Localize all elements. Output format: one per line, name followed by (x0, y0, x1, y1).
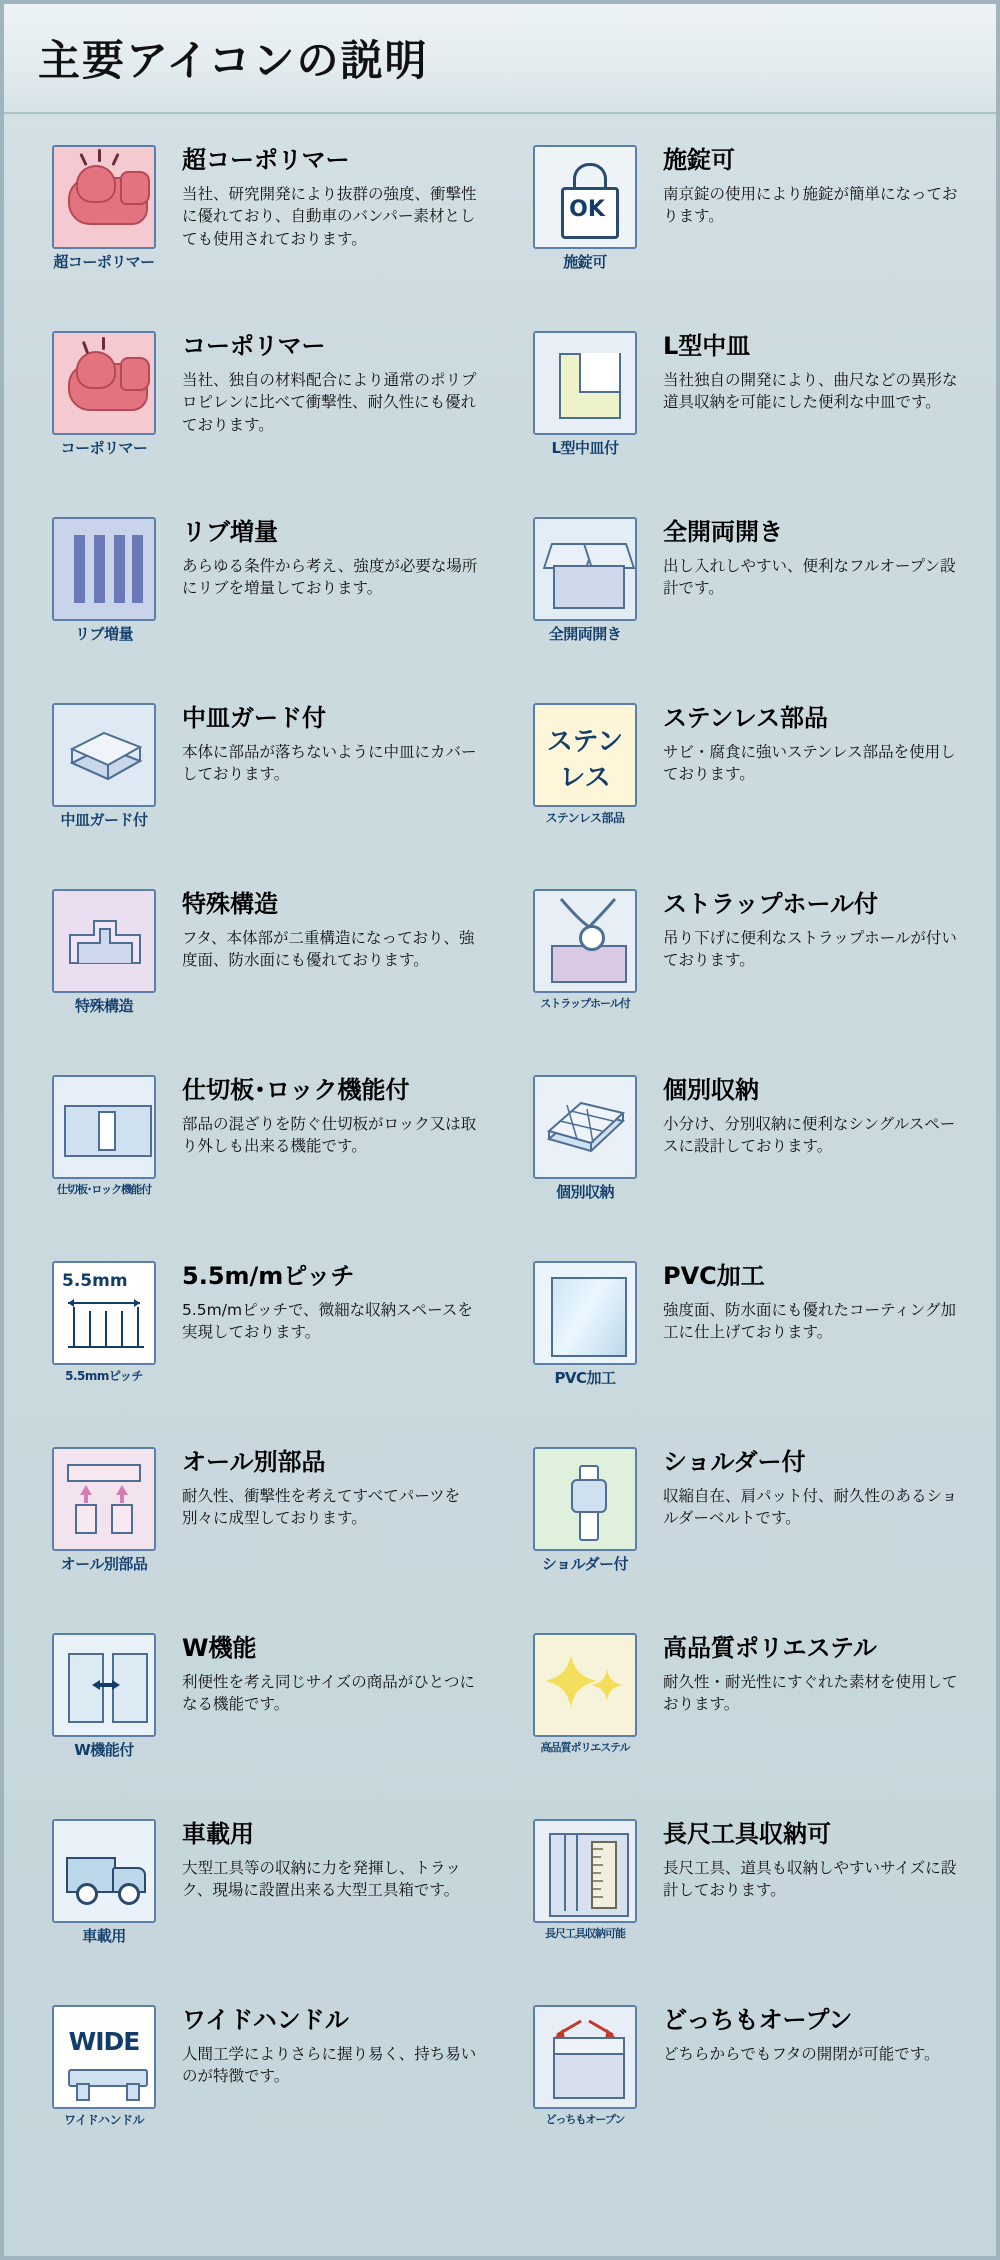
feature-item-pvc (503, 1252, 978, 1438)
w-arrow-drawing (54, 1635, 154, 1735)
feature-description: 本体に部品が落ちないように中皿にカバーしております。 (182, 742, 477, 784)
icon-caption: ワイドハンドル (64, 2113, 144, 2127)
feature-title: 高品質ポリエステル (663, 1634, 877, 1662)
feature-description: 当社、研究開発により抜群の強度、衝撃性に優れており、自動車のバンパー素材としても使用されております。 (182, 184, 477, 248)
inner-tray-guard-icon (52, 703, 156, 807)
tray-guard-drawing (54, 705, 154, 805)
icon-column (38, 145, 170, 271)
icon-column (38, 1819, 170, 1945)
feature-title: ステンレス部品 (663, 704, 828, 732)
both-side-open-icon (533, 2005, 637, 2109)
feature-description: 出し入れしやすい、便利なフルオープン設計です。 (663, 556, 956, 598)
feature-title: 特殊構造 (182, 890, 278, 918)
text-column (170, 2005, 487, 2088)
icon-column (519, 703, 651, 825)
w-function-icon (52, 1633, 156, 1737)
feature-title: 超コーポリマー (182, 146, 350, 174)
feature-title: ストラップホール付 (663, 890, 879, 918)
page-title-bar (4, 4, 996, 114)
text-column (651, 1819, 968, 1902)
icon-column (519, 145, 651, 271)
feature-description: 長尺工具、道具も収納しやすいサイズに設計しております。 (663, 1858, 957, 1900)
icon-column (519, 517, 651, 643)
feature-description: サビ・腐食に強いステンレス部品を使用しております。 (663, 742, 956, 784)
rib-reinforced-icon (52, 517, 156, 621)
feature-title: コーポリマー (182, 332, 326, 360)
super-copolymer-icon (52, 145, 156, 249)
strap-hole-icon (533, 889, 637, 993)
feature-title: L型中皿 (663, 332, 751, 360)
feature-title: ワイドハンドル (182, 2006, 349, 2034)
feature-description: フタ、本体部が二重構造になっており、強度面、防水面にも優れております。 (182, 928, 475, 970)
icon-caption: L型中皿付 (551, 439, 619, 457)
feature-title: リブ増量 (182, 518, 278, 546)
text-column (170, 1447, 487, 1530)
feature-item-tray-guard (22, 694, 497, 880)
text-column (651, 703, 968, 786)
feature-item-wide-handle (22, 1996, 497, 2182)
feature-description: 人間工学によりさらに握り易く、持ち易いのが特徴です。 (182, 2044, 477, 2086)
feature-item-copolymer (22, 322, 497, 508)
feature-title: 長尺工具収納可 (663, 1820, 831, 1848)
feature-item-both-side-open (503, 1996, 978, 2182)
text-column (170, 1075, 487, 1158)
text-column (651, 517, 968, 600)
icon-column (519, 1819, 651, 1940)
icon-caption: ショルダー付 (541, 1555, 629, 1573)
feature-description: 当社独自の開発により、曲尺などの異形な道具収納を可能にした便利な中皿です。 (663, 370, 958, 412)
icon-caption: 仕切板･ロック機能付 (56, 1183, 152, 1196)
icon-column (519, 1075, 651, 1201)
text-column (651, 331, 968, 414)
icon-column (38, 703, 170, 829)
icon-column (38, 1261, 170, 1383)
icon-column (519, 1633, 651, 1754)
feature-item-separate-parts (22, 1438, 497, 1624)
high-quality-polyester-icon (533, 1633, 637, 1737)
wide-handle-icon-label: WIDE (68, 2027, 140, 2056)
feature-description: 耐久性、衝撃性を考えてすべてパーツを別々に成型しております。 (182, 1486, 461, 1528)
icon-column (38, 331, 170, 457)
icon-caption: 超コーポリマー (53, 253, 155, 271)
icon-column (38, 2005, 170, 2127)
separate-parts-drawing (54, 1449, 154, 1549)
feature-item-strap-hole (503, 880, 978, 1066)
icon-caption: 長尺工具収納可能 (545, 1927, 625, 1940)
pitch-55mm-icon (52, 1261, 156, 1365)
feature-title: オール別部品 (182, 1448, 326, 1476)
icon-column (38, 1075, 170, 1196)
feature-item-long-tool (503, 1810, 978, 1996)
feature-item-stainless (503, 694, 978, 880)
icon-caption: 全開両開き (548, 625, 622, 643)
icon-column (519, 889, 651, 1010)
text-column (170, 517, 487, 600)
feature-title: 仕切板･ロック機能付 (182, 1076, 410, 1104)
text-column (651, 1633, 968, 1716)
icon-caption: PVC加工 (554, 1369, 616, 1387)
text-column (170, 145, 487, 250)
all-separate-parts-icon (52, 1447, 156, 1551)
text-column (651, 2005, 968, 2065)
feature-title: 全開両開き (663, 518, 783, 546)
icon-caption: 高品質ポリエステル (540, 1741, 630, 1754)
icon-caption: オール別部品 (60, 1555, 148, 1573)
special-structure-icon (52, 889, 156, 993)
icon-column (519, 1447, 651, 1573)
feature-description: 吊り下げに便利なストラップホールが付いております。 (663, 928, 957, 970)
icon-caption: 中皿ガード付 (60, 811, 148, 829)
icon-caption: 特殊構造 (74, 997, 133, 1015)
lock-ok-icon: OK (533, 145, 637, 249)
vehicle-mount-icon (52, 1819, 156, 1923)
icon-caption: コーポリマー (60, 439, 148, 457)
partition-lock-icon (52, 1075, 156, 1179)
feature-item-pitch (22, 1252, 497, 1438)
grid-tray-drawing (535, 1077, 635, 1177)
feature-title: 中皿ガード付 (182, 704, 326, 732)
icon-column (519, 2005, 651, 2126)
feature-description: 小分け、分別収納に便利なシングルスペースに設計しております。 (663, 1114, 956, 1156)
feature-description: 強度面、防水面にも優れたコーティング加工に仕上げております。 (663, 1300, 956, 1342)
feature-title: 施錠可 (663, 146, 735, 174)
text-column (651, 145, 968, 228)
feature-title: 車載用 (182, 1820, 254, 1848)
stainless-parts-icon: ステン レス (533, 703, 637, 807)
feature-item-polyester (503, 1624, 978, 1810)
feature-description: 当社、独自の材料配合により通常のポリプロピレンに比べて衝撃性、耐久性にも優れております。 (182, 370, 477, 434)
individual-storage-icon (533, 1075, 637, 1179)
page-title: 主要アイコンの説明 (38, 36, 429, 85)
ruler-ticks-drawing (535, 1821, 635, 1921)
text-column (170, 1819, 487, 1902)
text-column (170, 1261, 487, 1344)
icon-column (519, 1261, 651, 1387)
shoulder-belt-icon (533, 1447, 637, 1551)
icon-caption: ストラップホール付 (540, 997, 630, 1010)
icon-caption: 個別収納 (555, 1183, 614, 1201)
feature-description: 利便性を考え同じサイズの商品がひとつになる機能です。 (182, 1672, 475, 1714)
feature-item-l-tray (503, 322, 978, 508)
feature-title: W機能 (182, 1634, 257, 1662)
feature-description: 大型工具等の収納に力を発揮し、トラック、現場に設置出来る大型工具箱です。 (182, 1858, 461, 1900)
pitch-drawing (54, 1263, 154, 1363)
text-column (651, 1261, 968, 1344)
icon-caption: W機能付 (74, 1741, 134, 1759)
feature-item-lockable (503, 136, 978, 322)
feature-title: 個別収納 (663, 1076, 759, 1104)
full-open-both-sides-icon (533, 517, 637, 621)
feature-item-partition-lock (22, 1066, 497, 1252)
pvc-coating-icon (533, 1261, 637, 1365)
feature-item-super-copolymer (22, 136, 497, 322)
text-column (170, 703, 487, 786)
special-structure-drawing (54, 891, 154, 991)
feature-description: 耐久性・耐光性にすぐれた素材を使用しております。 (663, 1672, 958, 1714)
feature-description: 収縮自在、肩パット付、耐久性のあるショルダーベルトです。 (663, 1486, 958, 1528)
text-column (651, 1075, 968, 1158)
text-column (651, 1447, 968, 1530)
icon-column (519, 331, 651, 457)
wide-handle-icon (52, 2005, 156, 2109)
icon-column (38, 1447, 170, 1573)
icon-caption: リブ増量 (74, 625, 133, 643)
icon-caption: 車載用 (82, 1927, 126, 1945)
feature-item-full-open (503, 508, 978, 694)
text-column (170, 331, 487, 436)
feature-item-rib (22, 508, 497, 694)
text-column (170, 1633, 487, 1716)
icon-caption: 5.5mmピッチ (65, 1369, 143, 1383)
feature-title: 5.5m/mピッチ (182, 1262, 355, 1290)
text-column (170, 889, 487, 972)
icon-caption: 施錠可 (563, 253, 607, 271)
feature-description: 5.5m/mピッチで、微細な収納スペースを実現しております。 (182, 1300, 473, 1342)
feature-item-special-structure (22, 880, 497, 1066)
feature-grid (4, 114, 996, 2192)
feature-description: 南京錠の使用により施錠が簡単になっております。 (663, 184, 958, 226)
feature-item-individual-storage (503, 1066, 978, 1252)
feature-title: どっちもオープン (663, 2006, 853, 2034)
icon-caption: ステンレス部品 (545, 811, 625, 825)
icon-column (38, 889, 170, 1015)
feature-item-shoulder (503, 1438, 978, 1624)
feature-item-w-function (22, 1624, 497, 1810)
feature-title: ショルダー付 (663, 1448, 806, 1476)
long-tool-storage-icon (533, 1819, 637, 1923)
text-column (651, 889, 968, 972)
feature-title: PVC加工 (663, 1262, 765, 1290)
feature-description: どちらからでもフタの開閉が可能です。 (663, 2044, 940, 2063)
icon-column (38, 1633, 170, 1759)
icon-column (38, 517, 170, 643)
pitch-icon-label: 5.5mm (62, 1271, 128, 1291)
feature-description: 部品の混ざりを防ぐ仕切板がロック又は取り外しも出来る機能です。 (182, 1114, 477, 1156)
l-shaped-tray-icon (533, 331, 637, 435)
feature-description: あらゆる条件から考え、強度が必要な場所にリブを増量しております。 (182, 556, 478, 598)
feature-item-vehicle (22, 1810, 497, 1996)
copolymer-icon (52, 331, 156, 435)
sparkle-drawing (535, 1635, 635, 1735)
icon-caption: どっちもオープン (545, 2113, 625, 2126)
